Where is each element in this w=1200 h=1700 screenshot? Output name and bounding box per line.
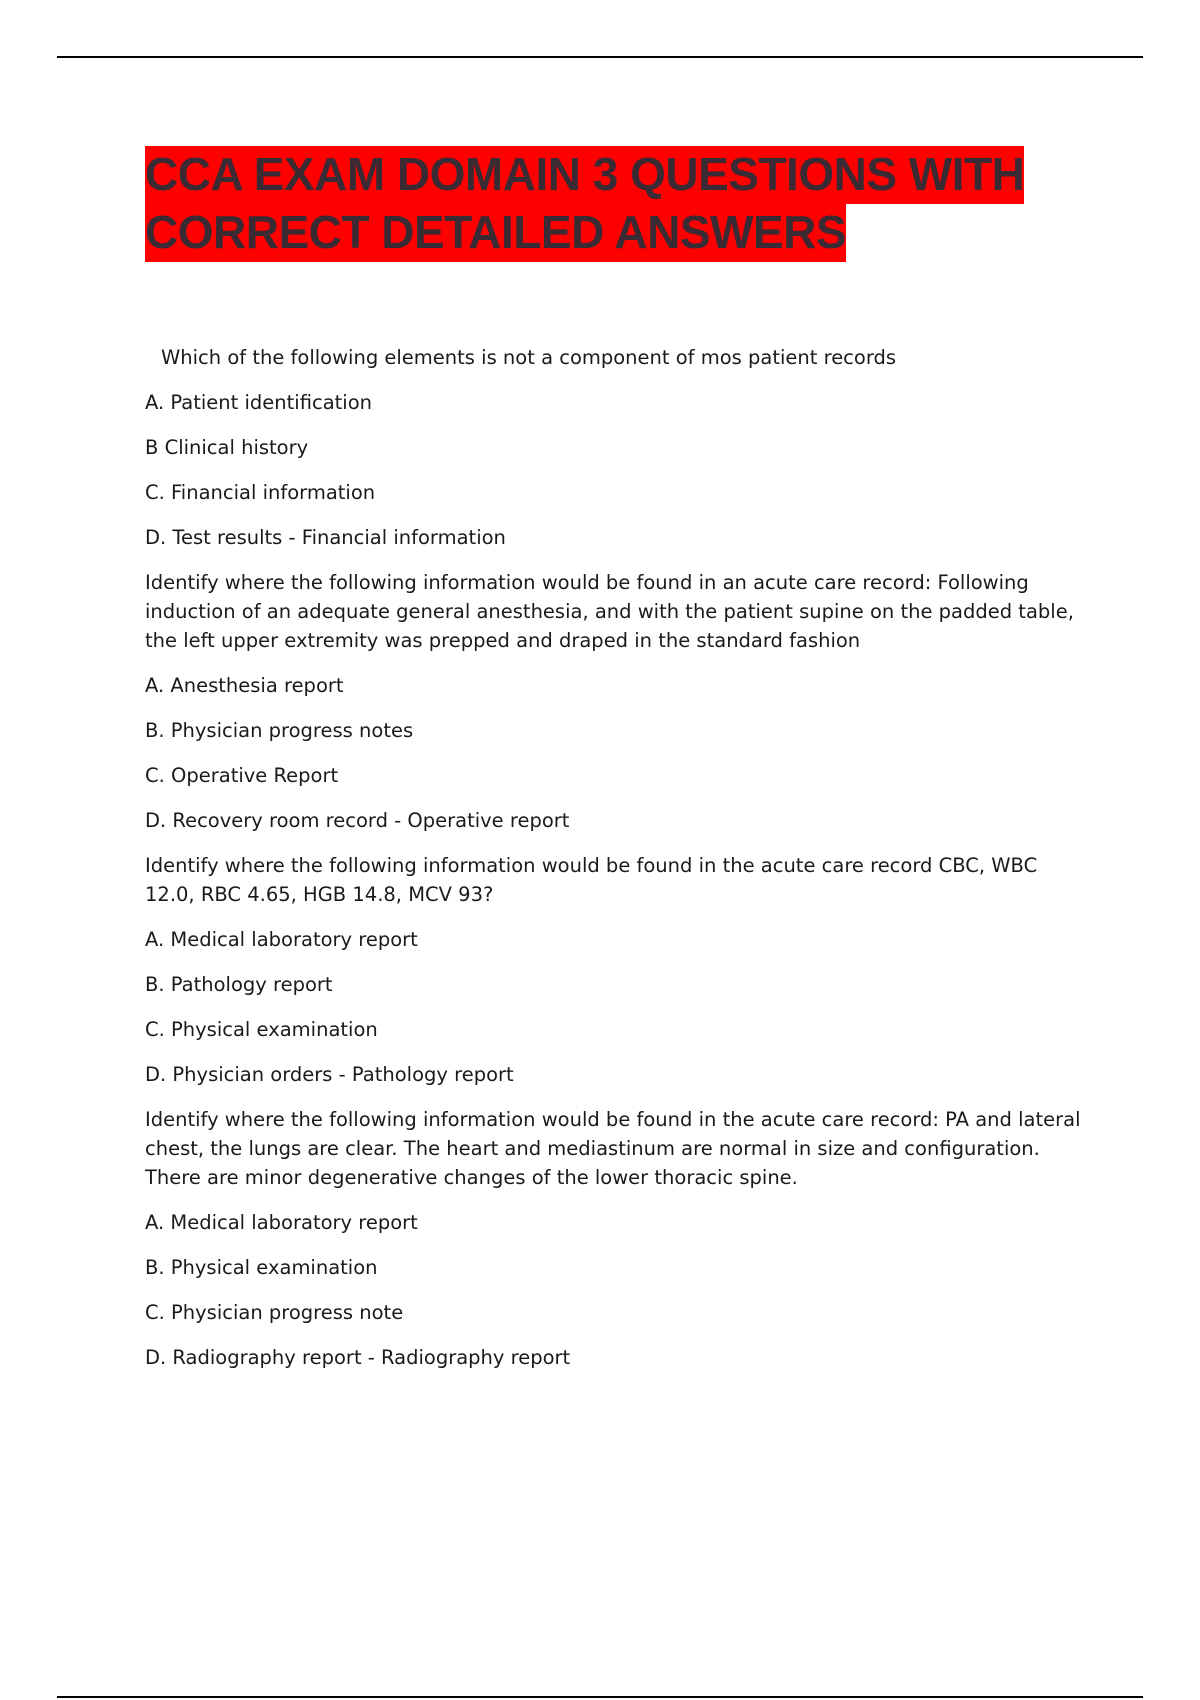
document-title [145,146,1095,262]
question-text: Which of the following elements is not a component of mos patient records [161,346,897,369]
answer-option: A. Medical laboratory report [145,928,418,951]
question-block [145,343,1085,552]
answer-option: B. Pathology report [145,973,333,996]
question-list [145,343,1085,1388]
answer-option: C. Physical examination [145,1018,378,1041]
question-text: Identify where the following information would be found in an acute care record: Following induction of an adequate general anesthesia, and with the patient supine on the padded table, the left upper extremity was prepped and draped in the standard fashion [145,571,1074,652]
answer-option: D. Test results - Financial information [145,526,506,549]
question-block [145,568,1085,835]
answer-option: C. Physician progress note [145,1301,404,1324]
answer-option: A. Medical laboratory report [145,1211,418,1234]
answer-option: A. Anesthesia report [145,674,344,697]
answer-option: B. Physician progress notes [145,719,414,742]
answer-option: D. Radiography report - Radiography report [145,1346,571,1369]
question-block [145,851,1085,1089]
answer-option: A. Patient identification [145,391,373,414]
answer-option: C. Financial information [145,481,376,504]
answer-option: D. Recovery room record - Operative report [145,809,570,832]
question-text: Identify where the following information would be found in the acute care record CBC, WBC 12.0, RBC 4.65, HGB 14.8, MCV 93? [145,854,1038,906]
title-line-1: CCA EXAM DOMAIN 3 QUESTIONS WITH [145,146,1024,204]
answer-option: C. Operative Report [145,764,339,787]
question-text: Identify where the following information would be found in the acute care record: PA and lateral chest, the lungs are clear. The heart and mediastinum are normal in size and configuration. There are minor degenerative changes of the lower thoracic spine. [145,1108,1081,1189]
answer-option: B Clinical history [145,436,309,459]
answer-option: B. Physical examination [145,1256,378,1279]
top-rule [57,56,1143,58]
bottom-rule [57,1696,1143,1698]
answer-option: D. Physician orders - Pathology report [145,1063,514,1086]
question-block [145,1105,1085,1372]
title-line-2: CORRECT DETAILED ANSWERS [145,204,846,262]
